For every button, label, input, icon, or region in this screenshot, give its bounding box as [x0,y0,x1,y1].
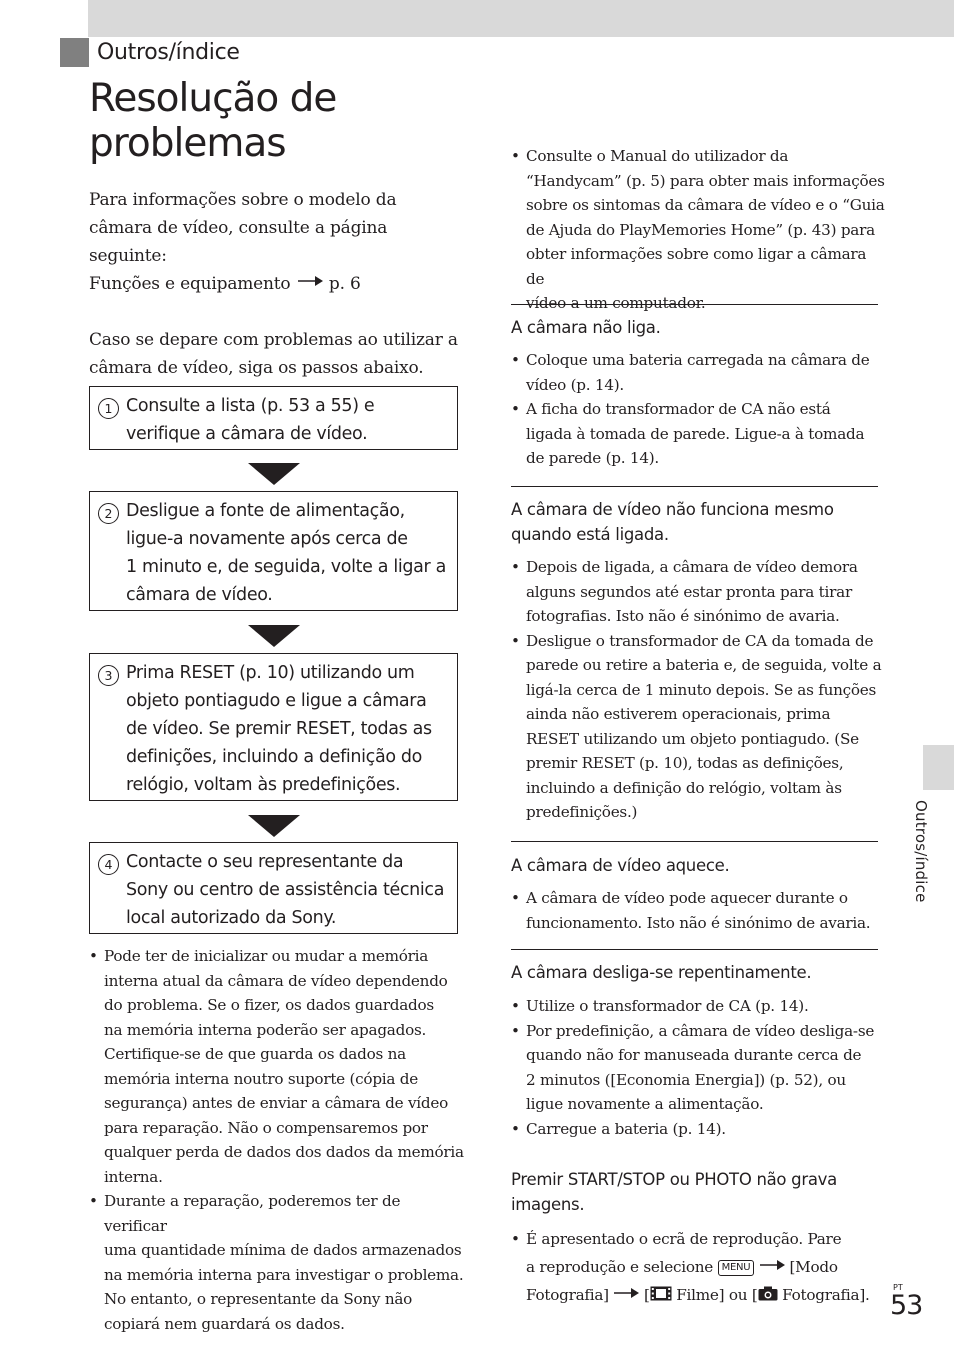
arrow-right-icon [613,1287,639,1299]
step-box-1: 1 Consulte a lista (p. 53 a 55) e verifique a câmara de vídeo. [89,386,458,450]
section-heading: A câmara desliga-se repentinamente. [511,963,812,982]
arrow-right-icon [297,275,323,287]
header-band [88,0,954,37]
step-box-2: 2 Desligue a fonte de alimentação, ligue-a novamente após cerca de 1 minuto e, de seguida, volte a ligar a câmara de vídeo. [89,491,458,611]
step-number-2: 2 [98,503,119,524]
step-number-4: 4 [98,854,119,875]
section-divider [511,486,878,487]
right-intro-list [511,144,886,316]
side-tab-label: Outros/índice [912,800,930,903]
section-divider [511,304,878,305]
section-label: Outros/índice [97,40,240,65]
down-arrow-icon [248,815,300,837]
list-item: • Carregue a bateria (p. 14). [511,1117,886,1142]
section-heading: Premir START/STOP ou PHOTO não grava imagens. [511,1170,837,1214]
step-number-1: 1 [98,398,119,419]
arrow-right-icon [759,1259,785,1271]
section-heading: A câmara de vídeo aquece. [511,856,730,875]
list-item: • Consulte o Manual do utilizador da “Handycam” (p. 5) para obter mais informações sobre os sintomas da câmara de vídeo e o “Guia de Ajuda do PlayMemories Home” (p. 43) para obter informações sobre como ligar a câmara de vídeo a um computador. [511,144,886,316]
list-item: • Depois de ligada, a câmara de vídeo demora alguns segundos até estar pronta para tirar fotografias. Isto não é sinónimo de avaria. [511,555,886,629]
list-item: • Durante a reparação, poderemos ter de verificar uma quantidade mínima de dados armazenados na memória interna para investigar o problema. No entanto, o representante da Sony não copiará nem guardará os dados. [89,1189,464,1336]
menu-key-icon: MENU [718,1260,755,1276]
down-arrow-icon [248,625,300,647]
film-icon [650,1286,672,1301]
section-bullets [511,555,886,825]
camera-icon [758,1286,778,1301]
section-bullets [511,886,886,935]
section-heading: A câmara de vídeo não funciona mesmo quando está ligada. [511,500,834,544]
section-divider [511,949,878,950]
list-item: • Pode ter de inicializar ou mudar a memória interna atual da câmara de vídeo dependendo do problema. Se o fizer, os dados guardados na memória interna poderão ser apagados. Certifique-se de que guarda os dados na memória interna noutro suporte (cópia de segurança) antes de enviar a câmara de vídeo para reparação. Não o compensaremos por qualquer perda de dados dos dados da memória interna. [89,944,464,1189]
intro-paragraph: Para informações sobre o modelo da câmara de vídeo, consulte a página seguinte: Funções e equipamento p. 6 [89,190,397,294]
language-code: PT [893,1283,903,1292]
section-bullets [511,994,886,1141]
list-item: • A ficha do transformador de CA não está ligada à tomada de parede. Ligue-a à tomada de parede (p. 14). [511,397,886,471]
list-item: • Por predefinição, a câmara de vídeo desliga-se quando não for manuseada durante cerca de 2 minutos ([Economia Energia]) (p. 52), ou ligue novamente a alimentação. [511,1019,886,1117]
list-item: • Coloque uma bateria carregada na câmara de vídeo (p. 14). [511,348,886,397]
intro-paragraph-2: Caso se depare com problemas ao utilizar a câmara de vídeo, siga os passos abaixo. [89,330,458,378]
side-tab [923,745,954,790]
page-number: 53 [890,1290,923,1321]
step-box-4: 4 Contacte o seu representante da Sony ou centro de assistência técnica local autorizado da Sony. [89,842,458,934]
step-number-3: 3 [98,665,119,686]
section-bullets [511,348,886,471]
list-item: • É apresentado o ecrã de reprodução. Pare a reprodução e selecione MENU [Modo Fotografia] [ Filme] ou [ Fotografia]. [511,1225,886,1309]
list-item: • A câmara de vídeo pode aquecer durante o funcionamento. Isto não é sinónimo de avaria. [511,886,886,935]
section-bullets [511,1225,886,1309]
list-item: • Utilize o transformador de CA (p. 14). [511,994,886,1019]
section-marker [60,38,89,67]
section-heading: A câmara não liga. [511,318,661,337]
list-item: • Desligue o transformador de CA da tomada de parede ou retire a bateria e, de seguida, volte a ligá-la cerca de 1 minuto depois. Se as funções ainda não estiverem operacionais, prima RESET utilizando um objeto pontiagudo. (Se premir RESET (p. 10), todas as definições, incluindo a definição do relógio, voltam às predefinições.) [511,629,886,825]
down-arrow-icon [248,463,300,485]
page-title: Resolução de problemas [89,76,337,166]
section-divider [511,841,878,842]
left-notes-list [89,944,464,1336]
step-box-3: 3 Prima RESET (p. 10) utilizando um objeto pontiagudo e ligue a câmara de vídeo. Se premir RESET, todas as definições, incluindo a definição do relógio, voltam às predefinições. [89,653,458,801]
